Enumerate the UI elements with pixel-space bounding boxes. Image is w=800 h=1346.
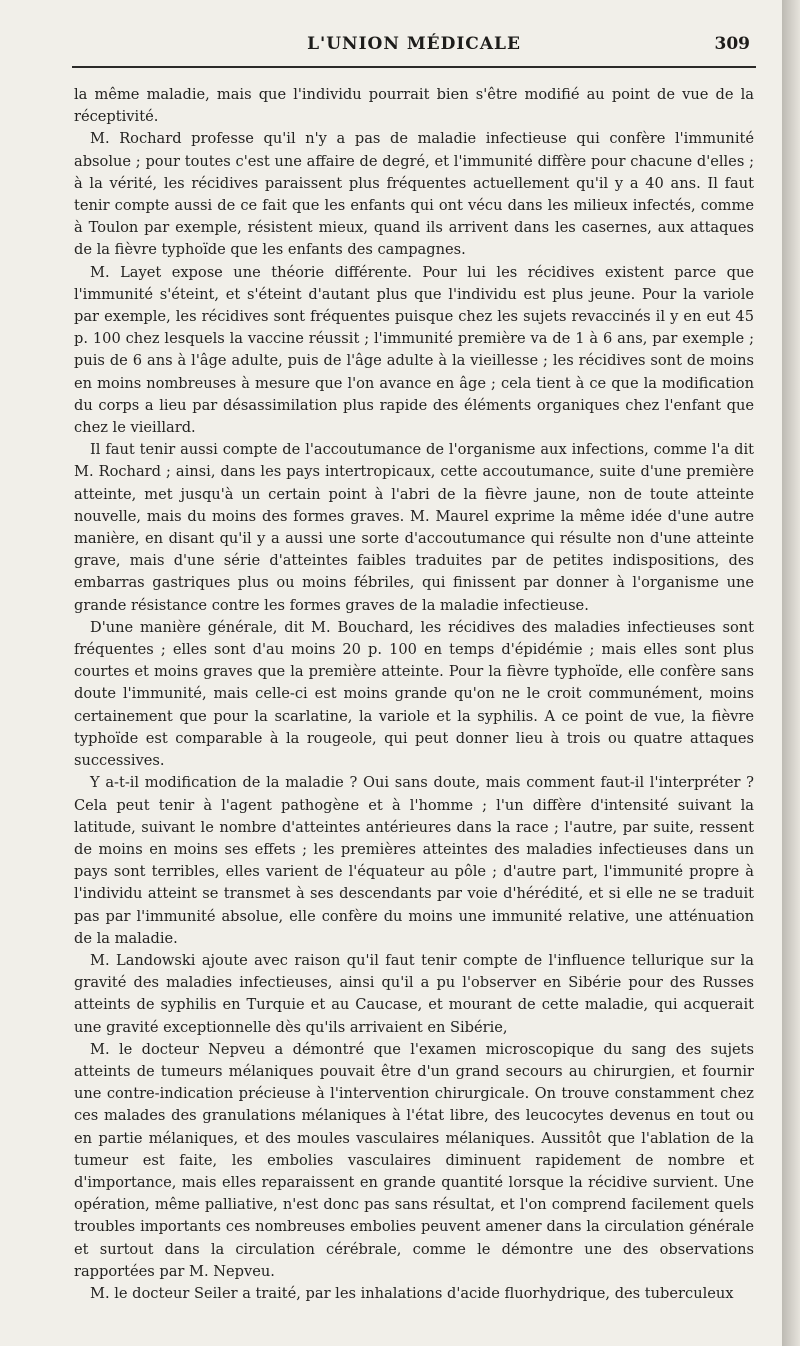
page-gutter [782, 0, 800, 1346]
paragraph-rochard: M. Rochard professe qu'il n'y a pas de maladie infectieuse qui confère l'immunité absolue ; pour toutes c'est une affaire de degré, et l'immunité diffère pour chacune d'elles ; à la vérité, les récidives paraissent plus fréquentes actuellement qu'il y a 40 ans. Il faut tenir compte aussi de ce fait que les enfants qui ont vécu dans les milieux infectés, comme à Toulon par exemple, résistent mieux, quand ils arrivent dans les casernes, aux attaques de la fièvre typhoïde que les enfants des campagnes. [74, 130, 754, 259]
paragraph-modification: Y a-t-il modification de la maladie ? Oui sans doute, mais comment faut-il l'interpréter ? Cela peut tenir à l'agent pathogène et à l'homme ; l'un diffère d'intensité suivant la latitude, suivant le nombre d'atteintes antérieures dans la race ; l'autre, par suite, ressent de moins en moins ses effets ; les premières atteintes des maladies infectieuses dans un pays sont terribles, elles varient de l'équateur au pôle ; d'autre part, l'immunité propre à l'individu atteint se transmet à ses descendants par voie d'hérédité, et si elle ne se traduit pas par l'immunité absolue, elle confère du moins une immunité relative, une atténuation de la maladie. [74, 774, 754, 947]
paragraph-nepveu: M. le docteur Nepveu a démontré que l'examen microscopique du sang des sujets atteints de tumeurs mélaniques pouvait être d'un grand secours au chirurgien, et fournir une contre-indication précieuse à l'intervention chirurgicale. On trouve constamment chez ces malades des granulations mélaniques à l'état libre, des leucocytes devenus en tout ou en partie mélaniques, et des moules vasculaires mélaniques. Aussitôt que l'ablation de la tumeur est faite, les embolies vasculaires diminuent rapidement de nombre et d'importance, mais elles reparaissent en grande quantité lorsque la récidive survient. Une opération, même palliative, n'est donc pas sans résultat, et l'on comprend facilement quels troubles importants ces nombreuses embolies peuvent amener dans la circulation générale et surtout dans la circulation cérébrale, comme le démontre une des observations rapportées par M. Nepveu. [74, 1040, 754, 1280]
paragraph-layet: M. Layet expose une théorie différente. Pour lui les récidives existent parce que l'immunité s'éteint, et s'éteint d'autant plus que l'individu est plus jeune. Pour la variole par exemple, les récidives sont fréquentes puisque chez les sujets revaccinés il y en eut 45 p. 100 chez lesquels la vaccine réussit ; l'immunité première va de 1 à 6 ans, par exemple ; puis de 6 ans à l'âge adulte, puis de l'âge adulte à la vieillesse ; les récidives sont de moins en moins nombreuses à mesure que l'on avance en âge ; cela tient à ce que la modification du corps a lieu par désassimilation plus rapide des éléments organiques chez l'enfant que chez le vieillard. [74, 263, 754, 437]
journal-title: L'UNION MÉDICALE [307, 34, 521, 54]
running-header [72, 32, 756, 68]
paragraph-bouchard: D'une manière générale, dit M. Bouchard, les récidives des maladies infectieuses sont fréquentes ; elles sont d'au moins 20 p. 100 en temps d'épidémie ; mais elles sont plus courtes et moins graves que la première atteinte. Pour la fièvre typhoïde, elle confère sans doute l'immunité, mais celle-ci est moins grande qu'on ne le croit communément, moins certainement que pour la scarlatine, la variole et la syphilis. A ce point de vue, la fièvre typhoïde est comparable à la rougeole, qui peut donner lieu à trois ou quatre attaques successives. [74, 618, 754, 770]
paragraph-landowski: M. Landowski ajoute avec raison qu'il faut tenir compte de l'influence tellurique sur la gravité des maladies infectieuses, ainsi qu'il a pu l'observer en Sibérie pour des Russes atteints de syphilis en Turquie et au Caucase, et mourant de cette maladie, qui acquerait une gravité exceptionnelle dès qu'ils arrivaient en Sibérie, [74, 951, 754, 1036]
article-body [74, 84, 754, 1305]
paragraph-continuation: la même maladie, mais que l'individu pourrait bien s'être modifié au point de vue de la réceptivité. [74, 86, 754, 126]
page-number: 309 [714, 34, 750, 54]
paragraph-accoutumance: Il faut tenir aussi compte de l'accoutumance de l'organisme aux infections, comme l'a dit M. Rochard ; ainsi, dans les pays intertropicaux, cette accoutumance, suite d'une première atteinte, met jusqu'à un certain point à l'abri de la fièvre jaune, non de toute atteinte nouvelle, mais du moins des formes graves. M. Maurel exprime la même idée d'une autre manière, en disant qu'il y a aussi une sorte d'accoutumance qui résulte non d'une atteinte grave, mais d'une série d'atteintes faibles traduites par de petites indispositions, des embarras gastriques plus ou moins fébriles, qui finissent par donner à l'organisme une grande résistance contre les formes graves de la maladie infectieuse. [74, 441, 754, 614]
paragraph-seiler: M. le docteur Seiler a traité, par les inhalations d'acide fluorhydrique, des tuberculeux [90, 1284, 734, 1302]
